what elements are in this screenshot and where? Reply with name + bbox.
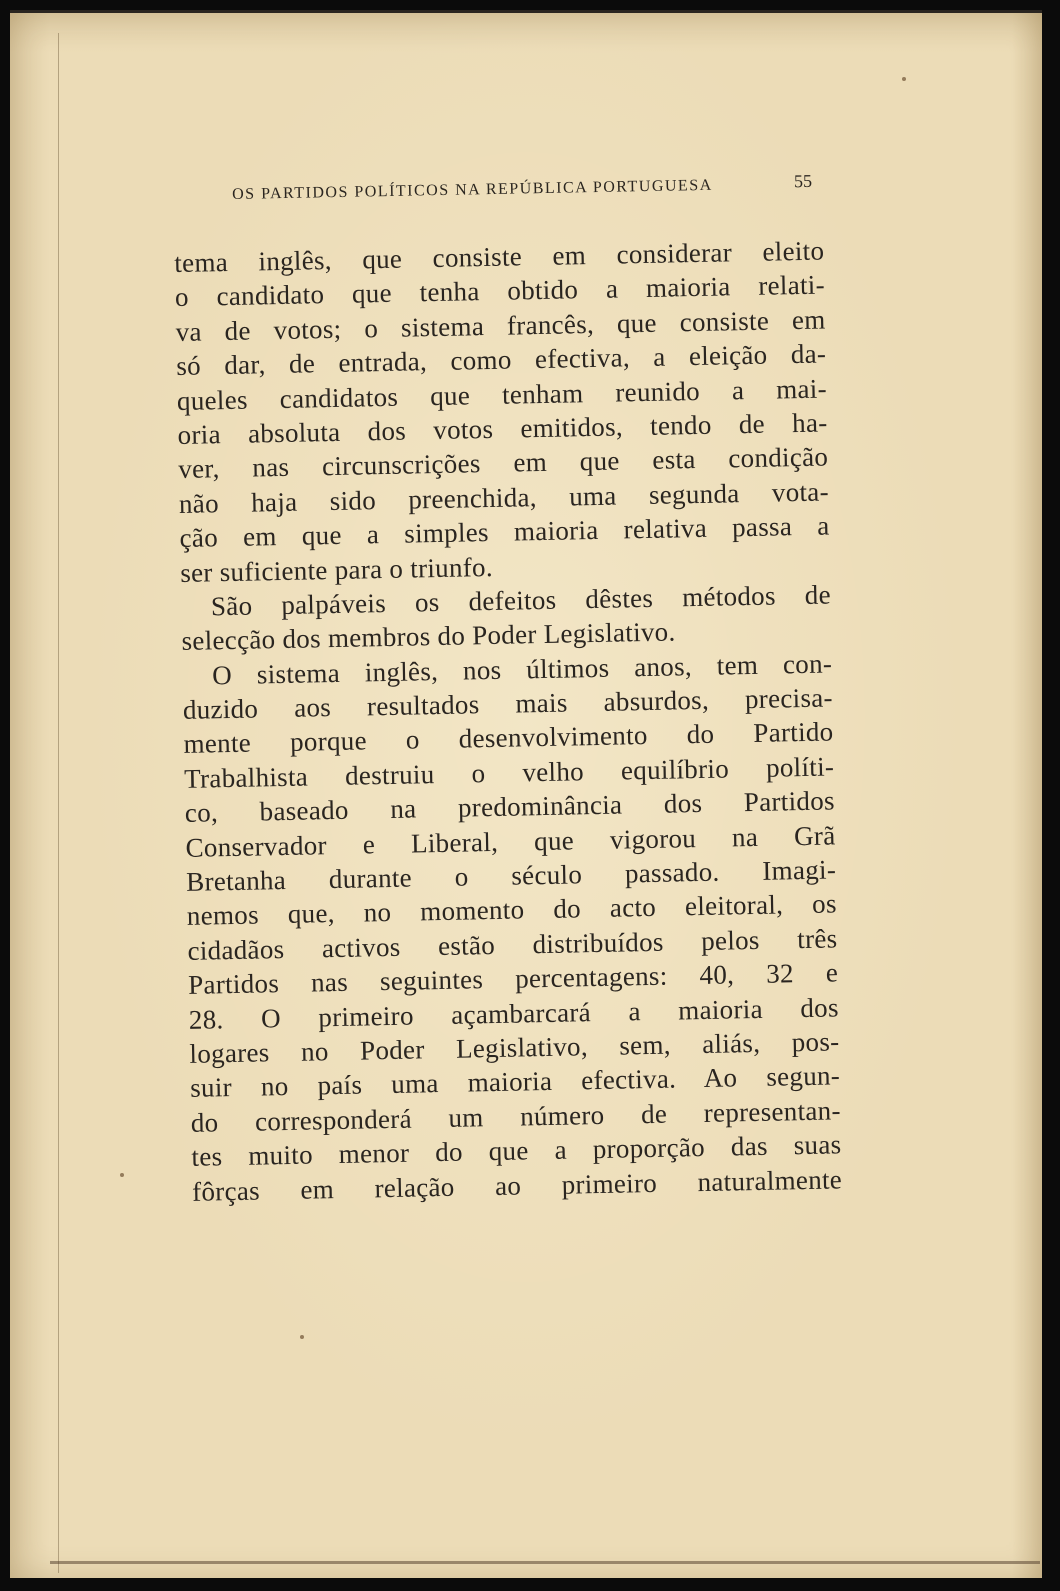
text-line: ser suficiente para o triunfo. <box>179 551 494 588</box>
text-line: fôrças em relação ao primeiro naturalmente <box>191 1163 843 1207</box>
paper-speck <box>120 1173 124 1177</box>
text-line: ção em que a simples maioria relativa passa a <box>179 510 830 554</box>
text-line: tema inglês, que consiste em considerar eleito <box>174 235 825 278</box>
text-line: cidadãos activos estão distribuídos pelos três <box>187 923 838 966</box>
text-line: Conservador e Liberal, que vigorou na Grã <box>185 820 836 863</box>
text-line: nemos que, no momento do acto eleitoral, os <box>186 888 838 932</box>
text-line: 28. O primeiro açambarcará a maioria dos <box>188 991 840 1035</box>
running-title: OS PARTIDOS POLÍTICOS NA REPÚBLICA PORTUGUESA <box>232 176 713 203</box>
text-line: duzido aos resultados mais absurdos, precisa- <box>182 682 834 725</box>
paper-speck <box>300 1335 304 1339</box>
text-line: tes muito menor do que a proporção das suas <box>191 1129 842 1172</box>
text-line: suir no país uma maioria efectiva. Ao segun- <box>189 1060 841 1104</box>
text-line: São palpáveis os defeitos dêstes métodos de <box>210 579 832 622</box>
text-line: o candidato que tenha obtido a maioria relati- <box>174 269 826 313</box>
text-line: Partidos nas seguintes percentagens: 40, 32 e <box>187 957 839 1001</box>
body-text <box>174 234 842 1209</box>
page-number: 55 <box>793 170 813 192</box>
text-line: logares no Poder Legislativo, sem, aliás, pos- <box>189 1026 840 1069</box>
text-line: oria absoluta dos votos emitidos, tendo de ha- <box>177 407 828 450</box>
page-bottom-edge <box>50 1561 1040 1564</box>
text-line: ver, nas circunscrições em que esta condição <box>177 441 829 485</box>
text-line: selecção dos membros do Poder Legislativo. <box>181 616 676 657</box>
text-line: co, baseado na predominância dos Partidos <box>184 785 836 829</box>
text-line: O sistema inglês, nos últimos anos, tem con- <box>211 648 833 691</box>
paper-speck <box>902 77 906 81</box>
gutter-line <box>58 33 59 1573</box>
text-line: mente porque o desenvolvimento do Partido <box>183 716 834 760</box>
text-line: queles candidatos que tenham reunido a mai- <box>176 373 828 416</box>
text-line: va de votos; o sistema francês, que consiste em <box>175 304 826 347</box>
text-line: Trabalhista destruiu o velho equilíbrio políti- <box>183 751 835 794</box>
text-line: do corresponderá um número de representan- <box>190 1095 841 1138</box>
text-line: não haja sido preenchida, uma segunda vota- <box>178 476 830 519</box>
text-line: só dar, de entrada, como efectiva, a eleição da- <box>176 338 827 382</box>
text-line: Bretanha durante o século passado. Imagi- <box>185 854 837 897</box>
